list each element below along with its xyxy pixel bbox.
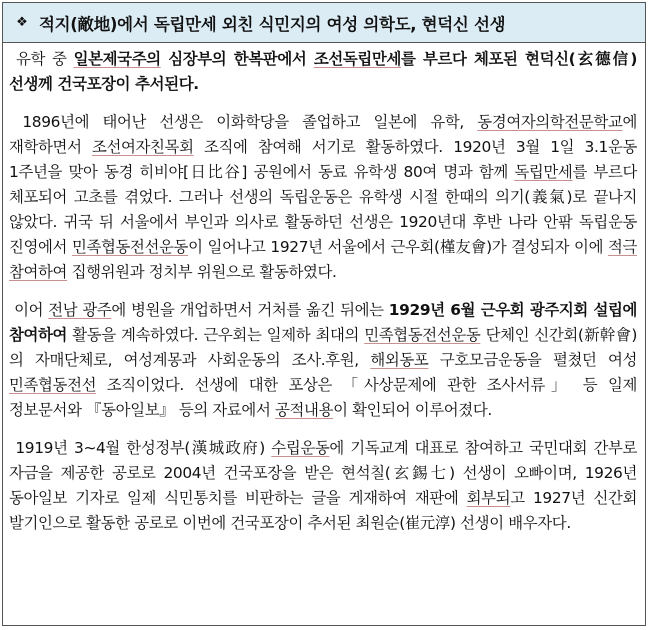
text-run: 에 재학하면서 <box>9 113 637 156</box>
text-run: 조선여자친목회 <box>91 138 194 156</box>
diamond-bullet-icon: ❖ <box>16 15 28 30</box>
paragraph <box>9 436 637 536</box>
text-run: 를 부르다 체포된 현덕신(玄德信) 선생께 건국포장이 추서된다. <box>9 50 637 93</box>
title-bar <box>3 3 645 43</box>
text-run: 적극 참여하여 <box>9 238 637 281</box>
text-run: 심장부의 한복판에서 <box>160 50 314 68</box>
text-run: 를 부르다 체포되어 고초를 겪었다. 그러나 선생의 독립운동은 유학생 시절 한때의 의기(義氣)로 끝나지 않았다. 귀국 뒤 서울에서 부인과 의사로 활동하던 선생은 1920년대 후반 나라 안팎 독립운동 진영에서 <box>9 163 637 256</box>
text-run: 민족협동전선 <box>9 376 97 394</box>
paragraph <box>9 110 637 285</box>
text-run: 에 병원을 개업하면서 거처를 옮긴 뒤에는 <box>111 301 389 319</box>
text-run: 일본제국주의 <box>73 50 161 68</box>
text-run: 고 1927년 신간회 발기인으로 활동한 공로로 이번에 건국포장이 추서된 최원순(崔元淳) 선생이 배우자다. <box>9 489 637 532</box>
text-run: 독립만세 <box>514 163 573 181</box>
text-run: 회부되 <box>466 489 511 507</box>
text-run: 1896년에 태어난 선생은 이화학당을 졸업하고 일본에 유학, <box>22 113 478 131</box>
document-frame <box>2 2 646 626</box>
document-body <box>9 47 637 549</box>
text-run: 조선독립만세 <box>313 50 401 68</box>
text-run: 구호모금운동을 펼쳤던 여성 <box>428 351 637 369</box>
text-run: 동경여자의학전문학교 <box>477 113 623 131</box>
text-run: 이어 <box>14 301 49 319</box>
text-run: 민족협동전선운동 <box>71 238 189 256</box>
text-run: 에 기독교계 대표로 참여하고 국민대회 간부로 자금을 제공한 공로로 2004년 건국포장을 받은 현석칠(玄錫七) 선생이 오빠이며, 1926년 동아일보 기자로 일제 식민통치를 비판하는 글을 게재하여 재판에 <box>9 439 637 507</box>
paragraph <box>9 47 637 97</box>
text-run: 유학 중 <box>16 50 74 68</box>
text-run: 조직이었다. 선생에 대한 포상은 「사상문제에 관한 조사서류」 등 일제 정보문서와 『동아일보』 등의 자료에서 <box>9 376 637 419</box>
text-run: 활동을 계속하였다. 근우회는 일제하 최대의 <box>67 326 365 344</box>
text-run: 해외동포 <box>370 351 429 369</box>
text-run: 단체인 신간회(新幹會)의 자매단체로, 여성계몽과 사회운동의 조사.후원, <box>9 326 638 369</box>
document-title: 적지(敵地)에서 독립만세 외친 식민지의 여성 의학도, 현덕신 선생 <box>39 14 506 34</box>
text-run: 조직에 참여해 서기로 활동하였다. 1920년 3월 1일 3.1운동 1주년을 맞아 동경 히비야[日比谷] 공원에서 동료 유학생 80여 명과 함께 <box>9 138 637 181</box>
text-run: 1919년 3∼4월 한성정부(漢城政府) <box>15 439 272 457</box>
text-run: 집행위원과 정치부 위원으로 활동하였다. <box>67 263 337 281</box>
paragraph <box>9 298 637 423</box>
text-run: 공적내용 <box>275 401 334 419</box>
text-run: 전남 광주 <box>48 301 112 319</box>
text-run: 수립운동 <box>271 439 330 457</box>
text-run: 민족협동전선운동 <box>364 326 481 344</box>
text-run: 이 확인되어 이루어졌다. <box>333 401 492 419</box>
text-run: 이 일어나고 1927년 서울에서 근우회(槿友會)가 결성되자 이에 <box>188 238 608 256</box>
text-run: 1929년 6월 근우회 광주지회 설립에 참여하여 <box>9 301 637 344</box>
